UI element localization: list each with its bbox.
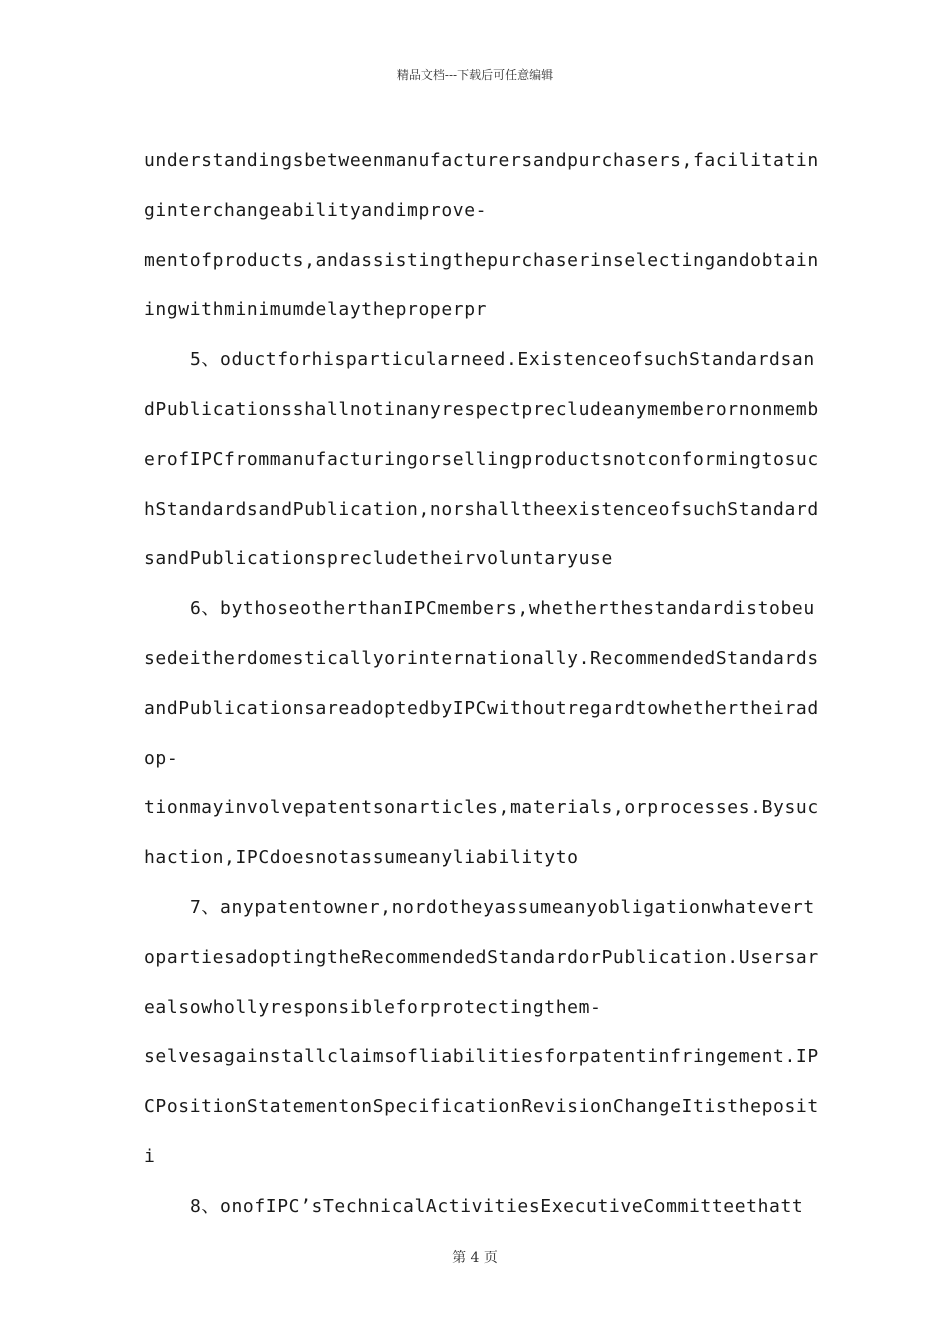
numbered-paragraph-7: 7、anypatentowner,nordotheyassumeanyobligationwhatevert	[190, 896, 815, 918]
text-line: dPublicationsshallnotinanyrespectprecludeanymemberornonmemb	[144, 398, 819, 420]
text-line: opartiesadoptingtheRecommendedStandardorPublication.Usersar	[144, 946, 819, 968]
text-line: andPublicationsareadoptedbyIPCwithoutregardtowhethertheirad	[144, 697, 819, 719]
text-line: sandPublicationsprecludetheirvoluntaryuse	[144, 548, 613, 570]
text-line: ingwithminimumdelaytheproperpr	[144, 299, 488, 321]
numbered-paragraph-6: 6、bythoseotherthanIPCmembers,whetherthestandardistobeu	[190, 598, 815, 620]
text-line: ealsowhollyresponsibleforprotectingthem-	[144, 996, 602, 1018]
text-line: hStandardsandPublication,norshalltheexistenceofsuchStandard	[144, 498, 819, 520]
text-line: understandingsbetweenmanufacturersandpurchasers,facilitatin	[144, 150, 819, 171]
numbered-paragraph-8: 8、onofIPC’sTechnicalActivitiesExecutiveCommitteethatt	[190, 1195, 804, 1217]
text-line: selvesagainstallclaimsofliabilitiesforpatentinfringement.IP	[144, 1046, 819, 1068]
text-line: CPositionStatementonSpecificationRevisionChangeItistheposit	[144, 1096, 819, 1118]
text-line: haction,IPCdoesnotassumeanyliabilityto	[144, 847, 579, 869]
text-line: op-	[144, 747, 179, 769]
text-line: ginterchangeabilityandimprove-	[144, 199, 488, 221]
text-line: mentofproducts,andassistingthepurchaserinselectingandobtain	[144, 249, 819, 271]
text-line: sedeitherdomesticallyorinternationally.RecommendedStandards	[144, 647, 819, 669]
page-header: 精品文档---下载后可任意编辑	[396, 68, 554, 82]
text-line: erofIPCfrommanufacturingorsellingproductsnotconformingtosuc	[144, 448, 819, 470]
document-body	[144, 136, 819, 1232]
text-line: i	[144, 1145, 156, 1167]
text-line: tionmayinvolvepatentsonarticles,materials,orprocesses.Bysuc	[144, 797, 819, 819]
numbered-paragraph-5: 5、oductforhisparticularneed.ExistenceofsuchStandardsan	[190, 349, 815, 371]
page-number: 第 4 页	[452, 1250, 498, 1266]
